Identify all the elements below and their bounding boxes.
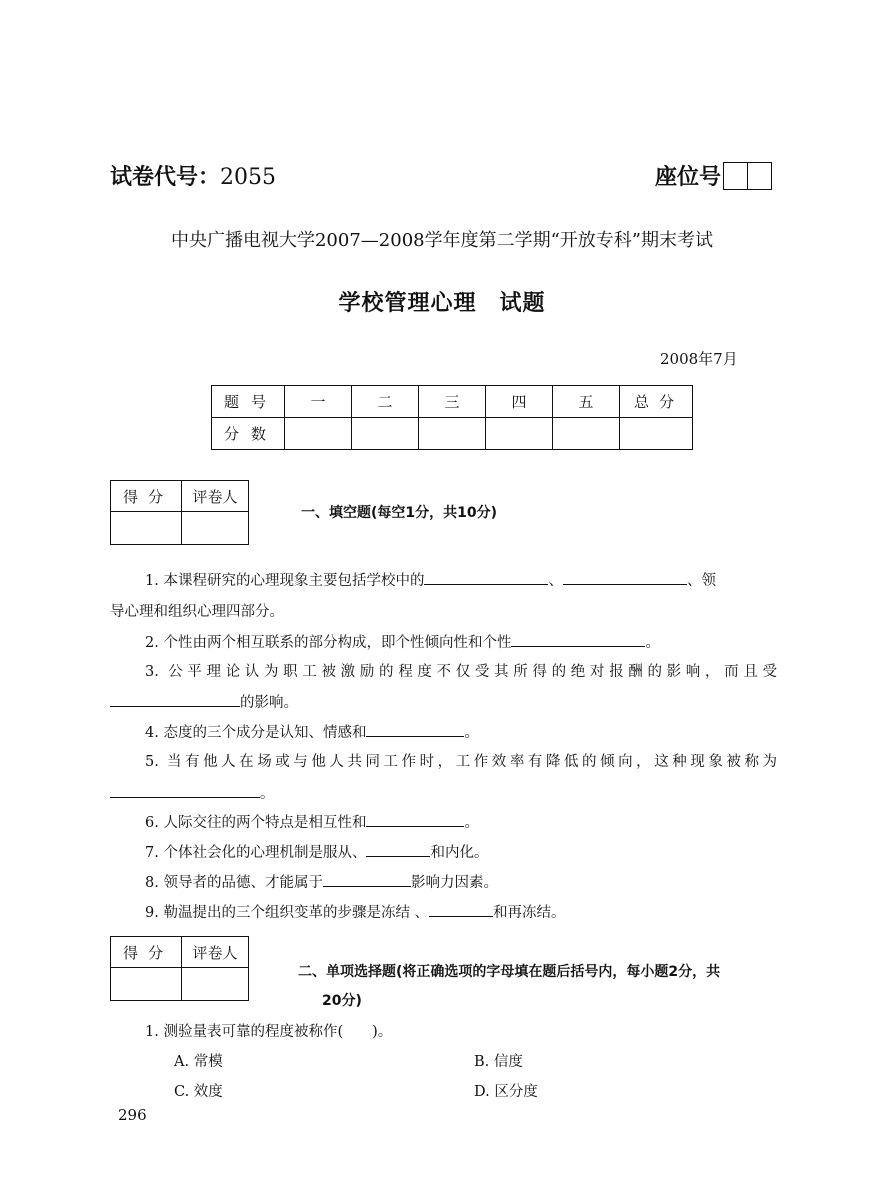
answer-blank[interactable] (424, 570, 548, 585)
question-1-continued: 导心理和组织心理四部分。 (110, 604, 284, 620)
row-label-score: 分数 (212, 418, 285, 450)
question-8: 8. 领导者的品德、才能属于 影响力因素。 (145, 871, 498, 892)
question-7: 7. 个体社会化的心理机制是服从、 和内化。 (145, 841, 488, 862)
answer-blank[interactable] (366, 812, 464, 827)
column-header: 二 (352, 386, 419, 418)
question-3: 3. 公平理论认为职工被激励的程度不仅受其所得的绝对报酬的影响，而且受 (145, 664, 777, 680)
row-label-question-number: 题号 (212, 386, 285, 418)
grader-score-label: 得分 (111, 481, 182, 512)
section2-title-continued: 20分) (322, 993, 362, 1009)
mc-option-a[interactable]: A. 常模 (174, 1054, 223, 1070)
answer-blank[interactable] (429, 902, 493, 917)
score-cell-total[interactable] (620, 418, 693, 450)
question-1: 1. 本课程研究的心理现象主要包括学校中的 、 、领 (145, 569, 716, 590)
exam-code-label: 试卷代号： (110, 165, 221, 190)
seat-number (655, 160, 772, 191)
answer-blank[interactable] (511, 632, 645, 647)
answer-blank[interactable] (110, 692, 240, 707)
question-9: 9. 勒温提出的三个组织变革的步骤是冻结 、 和再冻结。 (145, 901, 566, 922)
score-cell[interactable] (553, 418, 620, 450)
score-table (211, 385, 693, 450)
score-cell[interactable] (486, 418, 553, 450)
grader-score-cell[interactable] (111, 512, 182, 545)
section1-title: 一、填空题(每空1分，共10分) (301, 505, 498, 521)
question-3-continued: 的影响。 (110, 691, 298, 712)
mc-option-d[interactable]: D. 区分度 (474, 1084, 538, 1100)
grader-name-cell[interactable] (182, 968, 249, 1001)
exam-title: 中央广播电视大学2007—2008学年度第二学期“开放专科”期末考试 (170, 230, 714, 251)
answer-blank[interactable] (110, 783, 260, 798)
grader-name-label: 评卷人 (182, 481, 249, 512)
question-4: 4. 态度的三个成分是认知、情感和 。 (145, 721, 479, 742)
question-2: 2. 个性由两个相互联系的部分构成，即个性倾向性和个性 。 (145, 631, 660, 652)
answer-blank[interactable] (366, 722, 464, 737)
grader-score-cell[interactable] (111, 968, 182, 1001)
score-cell[interactable] (285, 418, 352, 450)
subject-title: 学校管理心理 试题 (338, 291, 546, 316)
grader-score-label: 得分 (111, 937, 182, 968)
answer-blank[interactable] (366, 842, 430, 857)
question-6: 6. 人际交往的两个特点是相互性和 。 (145, 811, 479, 832)
mc-option-c[interactable]: C. 效度 (174, 1084, 223, 1100)
exam-date: 2008年7月 (660, 350, 738, 368)
mc-option-b[interactable]: B. 信度 (474, 1054, 523, 1070)
exam-code (110, 160, 276, 191)
score-cell[interactable] (352, 418, 419, 450)
column-header: 四 (486, 386, 553, 418)
grader-name-cell[interactable] (182, 512, 249, 545)
column-header-total: 总分 (620, 386, 693, 418)
seat-label: 座位号 (655, 165, 722, 190)
page-number: 296 (118, 1106, 147, 1124)
grader-name-label: 评卷人 (182, 937, 249, 968)
mc-question-1: 1. 测验量表可靠的程度被称作( )。 (145, 1024, 393, 1040)
column-header: 三 (419, 386, 486, 418)
answer-blank[interactable] (563, 570, 687, 585)
column-header: 一 (285, 386, 352, 418)
column-header: 五 (553, 386, 620, 418)
grader-box-section1 (110, 480, 249, 545)
question-5-continued: 。 (110, 782, 275, 803)
section2-title: 二、单项选择题(将正确选项的字母填在题后括号内，每小题2分，共 (298, 964, 721, 980)
score-table-header-row (212, 386, 693, 418)
score-cell[interactable] (419, 418, 486, 450)
exam-code-value: 2055 (220, 165, 277, 190)
score-table-score-row (212, 418, 693, 450)
answer-blank[interactable] (323, 872, 411, 887)
question-5: 5. 当有他人在场或与他人共同工作时，工作效率有降低的倾向，这种现象被称为 (145, 754, 777, 770)
grader-box-section2 (110, 936, 249, 1001)
seat-number-boxes (723, 162, 772, 190)
